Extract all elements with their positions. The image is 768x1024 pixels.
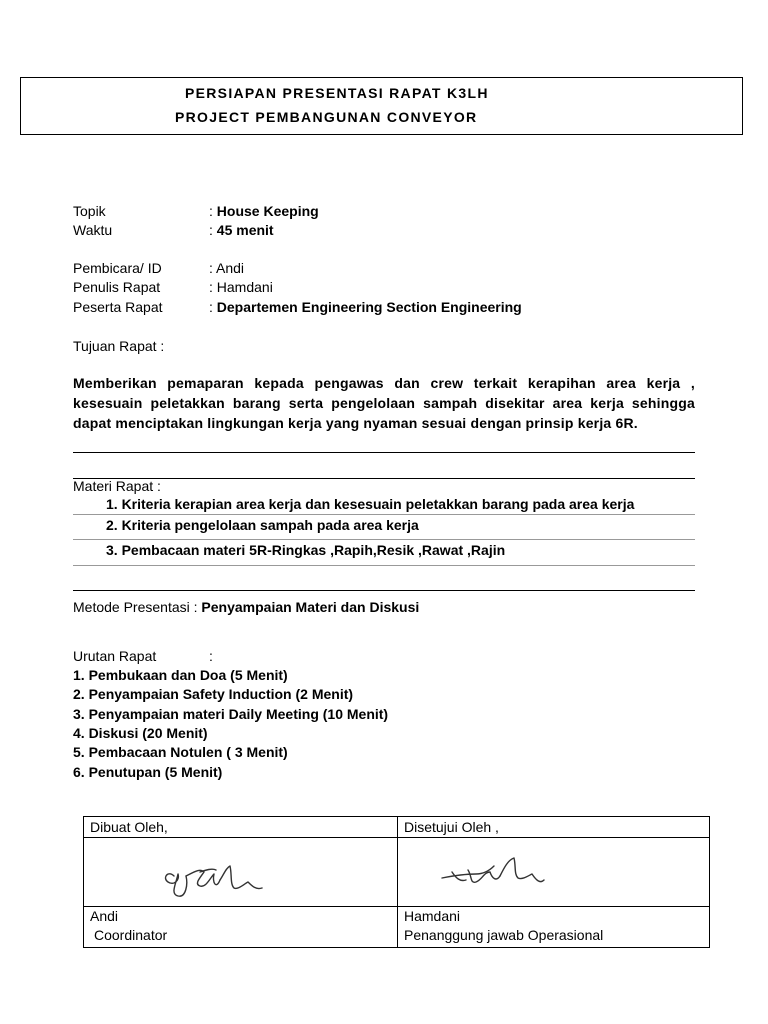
urutan-item: 1. Pembukaan dan Doa (5 Menit)	[73, 667, 288, 683]
peserta-value: Departemen Engineering Section Engineering	[216, 299, 522, 315]
left-signer-role: Coordinator	[94, 927, 168, 943]
peserta-label: Peserta Rapat	[73, 299, 163, 315]
right-signer-role: Penanggung jawab Operasional	[404, 927, 604, 943]
right-signature-cell	[398, 838, 710, 907]
divider	[73, 565, 695, 566]
urutan-item: 5. Pembacaan Notulen ( 3 Menit)	[73, 744, 288, 760]
divider	[73, 590, 695, 591]
topik-value: House Keeping	[216, 203, 319, 219]
materi-item: 2. Kriteria pengelolaan sampah pada area kerja	[106, 517, 419, 533]
pembicara-label: Pembicara/ ID	[73, 260, 162, 276]
right-header: Disetujui Oleh ,	[398, 817, 710, 838]
right-signer-name: Hamdani	[404, 908, 461, 924]
divider	[73, 514, 695, 515]
tujuan-label: Tujuan Rapat :	[73, 338, 165, 354]
materi-label: Materi Rapat :	[73, 478, 161, 494]
penulis-row: : Hamdani	[209, 279, 273, 295]
pembicara-value: Andi	[216, 260, 245, 276]
document-subtitle: PROJECT PEMBANGUNAN CONVEYOR	[175, 109, 478, 125]
topik-label: Topik	[73, 203, 106, 219]
divider	[73, 478, 695, 479]
waktu-label: Waktu	[73, 222, 113, 238]
signature-table	[83, 816, 710, 948]
metode-value: Penyampaian Materi dan Diskusi	[201, 599, 420, 615]
left-signer	[84, 907, 398, 948]
signature-hamdani	[438, 852, 548, 892]
divider	[73, 539, 695, 540]
title-box	[20, 77, 743, 135]
pembicara-row: : Andi	[209, 260, 245, 276]
urutan-item: 3. Penyampaian materi Daily Meeting (10 Menit)	[73, 706, 389, 722]
topik-row: : House Keeping	[209, 203, 319, 219]
metode-row	[73, 599, 419, 615]
peserta-row: : Departemen Engineering Section Engineering	[209, 299, 522, 315]
materi-item: 3. Pembacaan materi 5R-Ringkas ,Rapih,Resik ,Rawat ,Rajin	[106, 542, 506, 558]
urutan-colon: :	[209, 648, 213, 664]
waktu-row: : 45 menit	[209, 222, 274, 238]
divider	[73, 452, 695, 453]
penulis-value: Hamdani	[216, 279, 273, 295]
tujuan-text: Memberikan pemaparan kepada pengawas dan crew terkait kerapihan area kerja , kesesuain peletakkan barang serta pengelolaan sampah disekitar area kerja sehingga dapat menciptakan lingkungan kerja yang nyaman sesuai dengan prinsip kerja 6R.	[73, 375, 695, 431]
left-signature-cell	[84, 838, 398, 907]
materi-item: 1. Kriteria kerapian area kerja dan kesesuain peletakkan barang pada area kerja	[106, 496, 635, 512]
penulis-label: Penulis Rapat	[73, 279, 161, 295]
urutan-item: 6. Penutupan (5 Menit)	[73, 764, 223, 780]
left-header: Dibuat Oleh,	[84, 817, 398, 838]
right-signer	[398, 907, 710, 948]
signature-andi	[160, 854, 270, 900]
urutan-label: Urutan Rapat	[73, 648, 157, 664]
urutan-item: 2. Penyampaian Safety Induction (2 Menit)	[73, 686, 354, 702]
urutan-item: 4. Diskusi (20 Menit)	[73, 725, 208, 741]
document-title: PERSIAPAN PRESENTASI RAPAT K3LH	[185, 85, 489, 101]
left-signer-name: Andi	[90, 908, 119, 924]
metode-label: Metode Presentasi :	[73, 599, 198, 615]
waktu-value: 45 menit	[216, 222, 274, 238]
